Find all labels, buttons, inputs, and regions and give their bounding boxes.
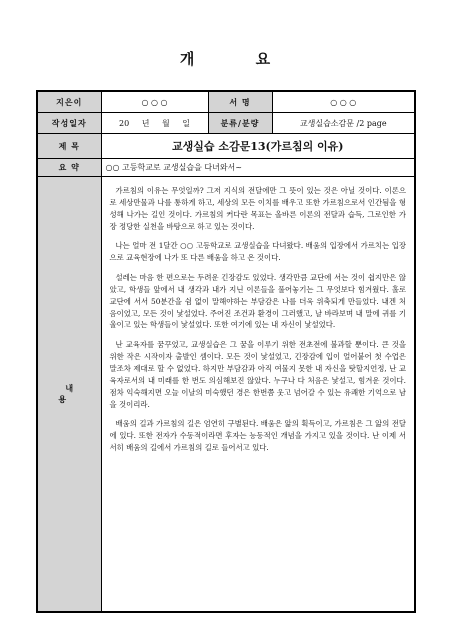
title-label: 제 목 [37,134,101,159]
category-label: 분류/분량 [208,113,272,134]
summary-row [37,159,415,177]
date-value: 20 년 월 일 [101,113,208,134]
date-label: 작성일자 [37,113,101,134]
content-body [101,177,415,613]
signature-label: 서 명 [208,91,272,113]
content-label: 내 용 [37,177,101,613]
author-label: 지은이 [37,91,101,113]
page-title: 개 요 [179,50,299,68]
content-row [37,177,415,613]
content-paragraph: 설레는 마음 한 편으로는 두려운 긴장감도 있었다. 생각만큼 교단에 서는 것이 쉽지만은 않았고, 학생들 앞에서 내 생각과 내가 지닌 이론들을 풀어놓기는 그 무엇보다 힘겨웠다. 홀로 교단에 서서 50분간을 쉼 없이 말해야하는 부담감은 나를 더욱 위축되게 만들었다. 내겐 처음이었고, 모든 것이 낯설었다. 주어진 조건과 환경이 그러했고, 날 바라보며 내 말에 귀를 기울이고 있는 학생들이 낯설었다. 또한 여기에 있는 내 자신이 낯설었다. [109,273,406,330]
report-form [36,90,416,613]
summary-text: ○○ 고등학교로 교생실습을 다녀와서~ [101,159,415,177]
author-value: ○ ○ ○ [101,91,208,113]
document-title: 교생실습 소감문13(가르침의 이유) [101,134,415,159]
content-paragraph: 나는 얼마 전 1달간 ○○ 고등학교로 교생실습을 다녀왔다. 배움의 입장에서 가르치는 입장으로 교육현장에 나가 또 다른 배움을 하고 온 것이다. [109,241,406,263]
title-row [37,134,415,159]
content-paragraph: 난 교육자를 꿈꾸었고, 교생실습은 그 꿈을 이루기 위한 전초전에 불과할 뿐이다. 큰 것을 위한 작은 시작이자 출발인 셈이다. 모든 것이 낯설었고, 긴장감에 입이 얼어붙어 첫 수업은 말조차 제대로 할 수 없었다. 하지만 부담감과 아직 여물지 못한 내 자신을 탓할지언정, 난 교육자로서의 내 미래를 한 번도 의심해보진 않았다. 누구나 다 처음은 낯설고, 힘겨운 것이다. 점차 익숙해지면 오늘 이날의 미숙했던 경은 한번쯤 웃고 넘어갈 수 있는 유쾌한 기억으로 남을 것이리라. [109,340,406,409]
author-row [37,91,415,113]
summary-label: 요 약 [37,159,101,177]
date-row [37,113,415,134]
signature-value: ○ ○ ○ [272,91,415,113]
content-paragraph: 가르침의 이유는 무엇일까? 그저 지식의 전달에만 그 뜻이 있는 것은 아닐 것이다. 이론으로 세상만물과 나를 통하게 하고, 세상의 모든 이치를 배우고 또한 가르침으로서 인간됨을 형성해 나가는 길인 것이다. 가르침의 커다란 목표는 올바른 이론의 전달과 습득, 그로인한 가장 정당한 실천을 바탕으로 하고 있는 것이다. [109,186,406,231]
category-value: 교생실습소감문 /2 page [272,113,415,134]
content-paragraph: 배움의 길과 가르침의 길은 엄연히 구별된다. 배움은 앎의 획득이고, 가르침은 그 앎의 전달에 있다. 또한 전자가 수동적이라면 후자는 능동적인 개념을 가지고 있을 것이다. 난 이제 서서히 배움의 길에서 가르침의 길로 들어서고 있다. [109,419,406,453]
